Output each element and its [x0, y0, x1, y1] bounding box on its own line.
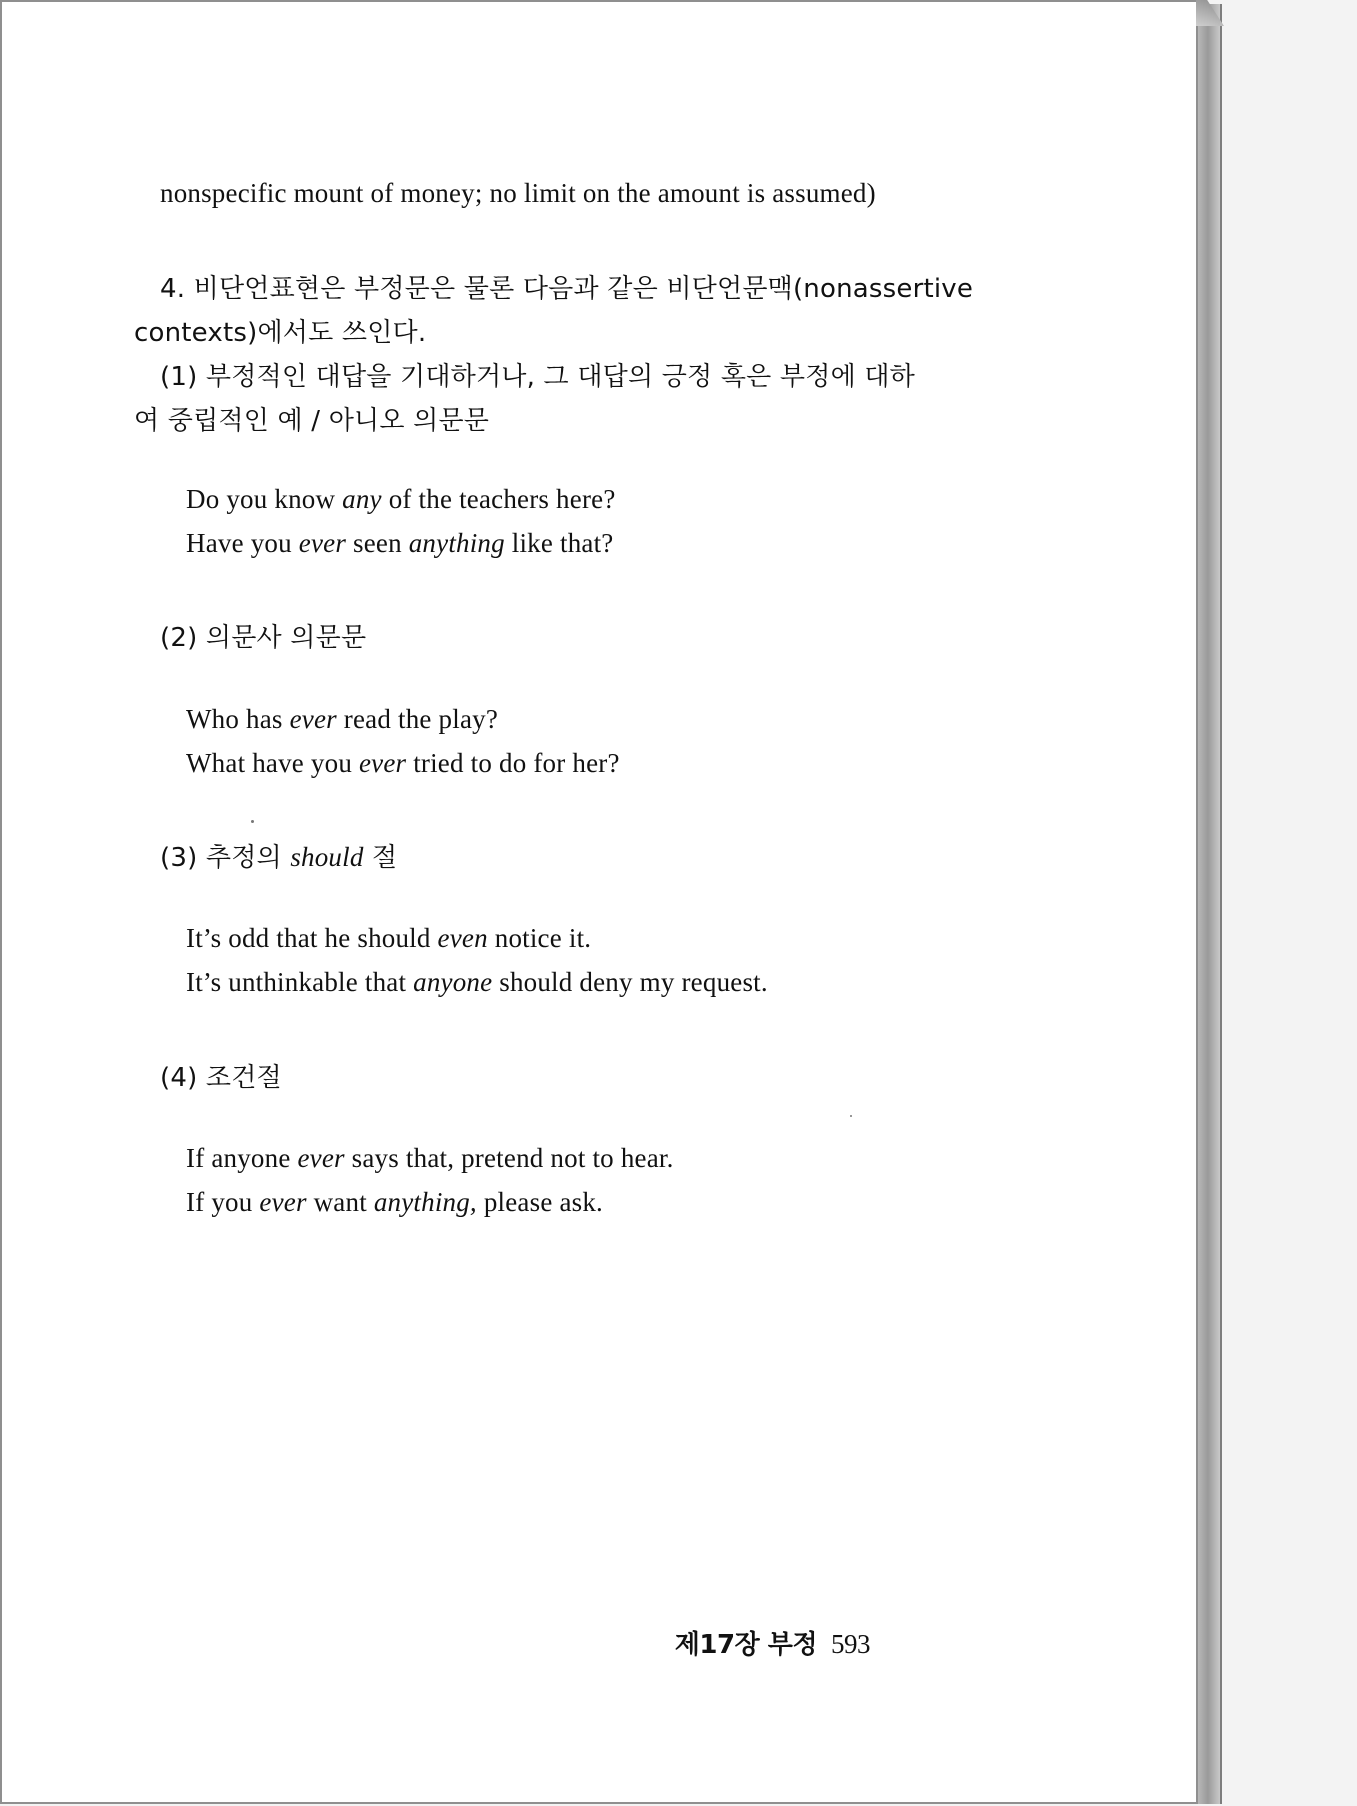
example-italic: ever: [359, 748, 407, 778]
example-text: What have you: [186, 748, 359, 778]
example-italic: ever: [289, 704, 337, 734]
example-text: Do you know: [186, 484, 343, 514]
example-italic: anything,: [373, 1187, 477, 1217]
example-text: If you: [186, 1187, 260, 1217]
scan-speck: [251, 820, 254, 823]
section-heading-2: (2) 의문사 의문문: [160, 623, 367, 653]
chapter-label: 제17장 부정: [674, 1630, 817, 1660]
text-line-4: (1) 부정적인 대답을 기대하거나, 그 대답의 긍정 혹은 부정에 대하: [160, 362, 915, 392]
example-sentence: [186, 748, 620, 779]
example-text: like that?: [504, 528, 614, 558]
example-italic: even: [437, 923, 488, 953]
example-text: seen: [346, 528, 409, 558]
example-sentence: [186, 1187, 603, 1218]
heading-text: (3) 추정의: [160, 843, 291, 873]
section-heading-3: [160, 837, 397, 874]
example-text: Who has: [186, 704, 290, 734]
example-sentence: [186, 1143, 674, 1174]
scan-speck: [850, 1115, 852, 1117]
example-text: says that, pretend not to hear.: [344, 1143, 674, 1173]
example-text: of the teachers here?: [381, 484, 616, 514]
page-footer: [675, 1624, 870, 1661]
heading-italic: should: [290, 842, 364, 872]
example-italic: any: [342, 484, 382, 514]
example-text: should deny my request.: [492, 967, 768, 997]
text-line-2: 4. 비단언표현은 부정문은 물론 다음과 같은 비단언문맥(nonassertive: [160, 274, 974, 304]
text-line-5: 여 중립적인 예 / 아니오 의문문: [134, 406, 490, 436]
example-sentence: [186, 704, 498, 735]
example-text: It’s unthinkable that: [186, 967, 414, 997]
example-sentence: [186, 923, 591, 954]
example-text: want: [306, 1187, 374, 1217]
page-number: 593: [831, 1629, 870, 1659]
text-line-1: nonspecific mount of money; no limit on the amount is assumed): [160, 178, 876, 208]
example-text: It’s odd that he should: [186, 923, 438, 953]
example-text: please ask.: [476, 1187, 603, 1217]
example-text: If anyone: [186, 1143, 298, 1173]
example-text: notice it.: [487, 923, 592, 953]
example-italic: anyone: [413, 967, 493, 997]
page-stack-edge: [1198, 4, 1222, 1804]
example-text: read the play?: [336, 704, 499, 734]
example-italic: ever: [259, 1187, 307, 1217]
example-sentence: [186, 528, 614, 559]
heading-text: 절: [363, 843, 398, 873]
text-line-3: contexts)에서도 쓰인다.: [134, 318, 427, 348]
example-text: tried to do for her?: [406, 748, 620, 778]
example-text: Have you: [186, 528, 299, 558]
example-sentence: [186, 967, 768, 998]
example-italic: anything: [408, 528, 505, 558]
example-sentence: [186, 484, 616, 515]
section-heading-4: (4) 조건절: [160, 1063, 282, 1093]
example-italic: ever: [298, 528, 347, 558]
example-italic: ever: [297, 1143, 345, 1173]
